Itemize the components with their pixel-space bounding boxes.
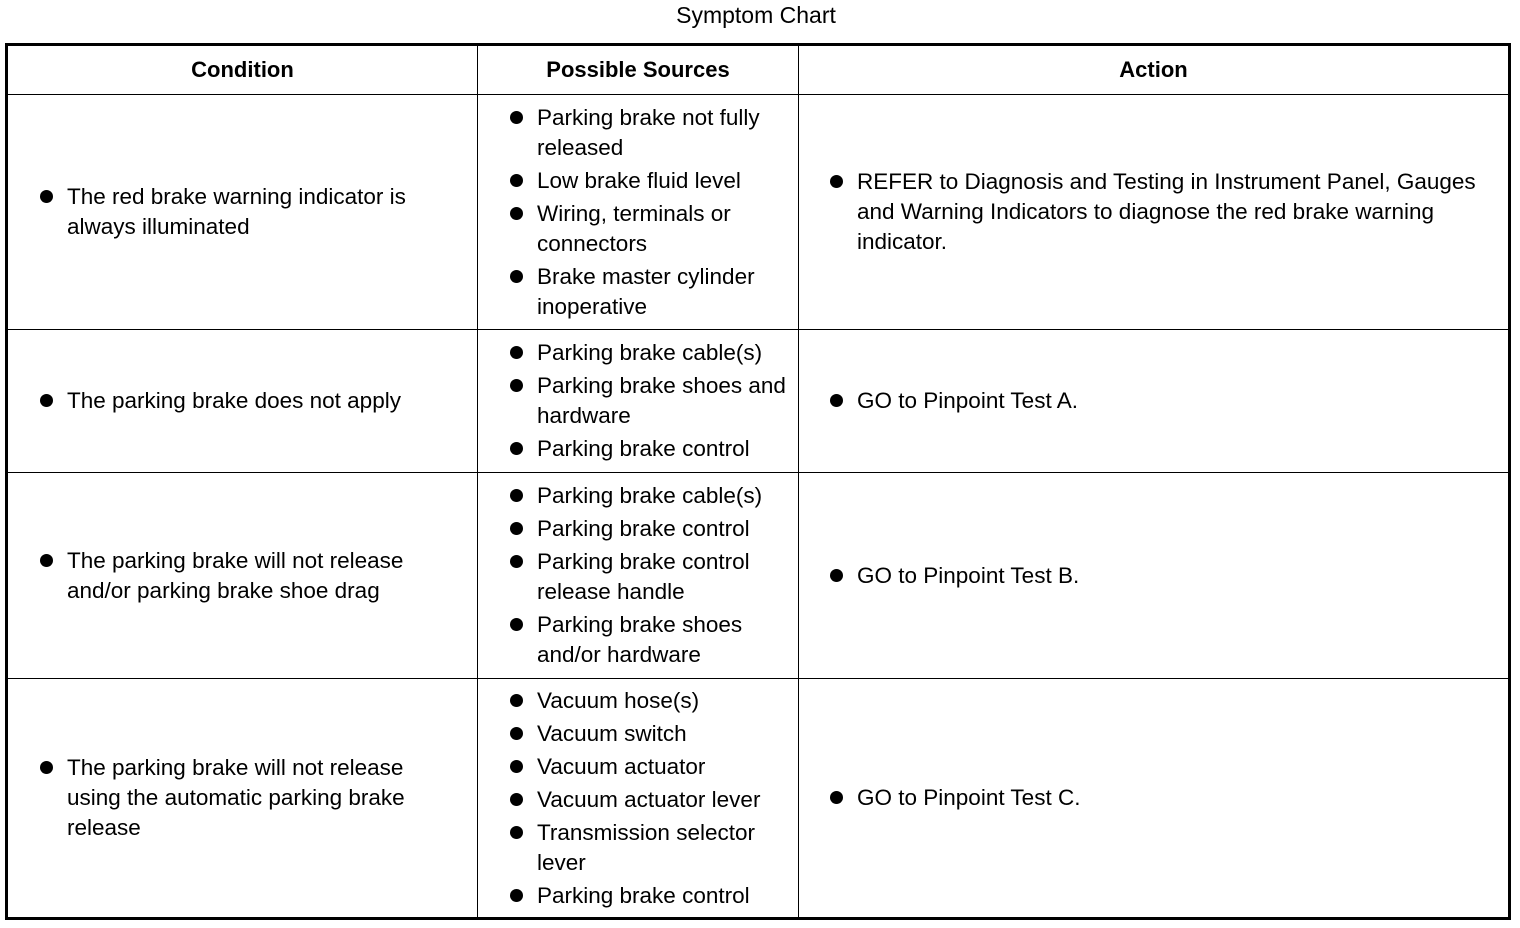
bullet-icon bbox=[510, 618, 523, 631]
list-item bbox=[537, 103, 792, 163]
bullet-icon bbox=[830, 175, 843, 188]
bullet-icon bbox=[510, 174, 523, 187]
source-text: Parking brake control bbox=[537, 516, 750, 541]
source-text: Transmission selector lever bbox=[537, 819, 755, 875]
bullet-icon bbox=[510, 346, 523, 359]
table-row bbox=[7, 95, 1510, 330]
source-text: Parking brake cable(s) bbox=[537, 340, 763, 365]
list-item bbox=[537, 785, 792, 815]
source-text: Brake master cylinder inoperative bbox=[537, 263, 755, 319]
condition-cell bbox=[7, 95, 478, 330]
bullet-icon bbox=[830, 569, 843, 582]
bullet-icon bbox=[510, 522, 523, 535]
bullet-icon bbox=[510, 727, 523, 740]
list-item bbox=[857, 561, 1478, 591]
source-text: Parking brake cable(s) bbox=[537, 483, 763, 508]
action-cell bbox=[799, 473, 1510, 679]
action-text: GO to Pinpoint Test C. bbox=[857, 785, 1081, 810]
action-text: GO to Pinpoint Test B. bbox=[857, 562, 1080, 588]
header-row bbox=[7, 45, 1510, 95]
source-text: Low brake fluid level bbox=[537, 167, 741, 193]
header-action: Action bbox=[799, 45, 1510, 95]
action-cell bbox=[799, 95, 1510, 330]
condition-text: The parking brake does not apply bbox=[67, 388, 401, 413]
list-item bbox=[537, 338, 792, 368]
bullet-icon bbox=[510, 555, 523, 568]
list-item bbox=[857, 386, 1478, 416]
condition-cell bbox=[7, 330, 478, 473]
condition-cell bbox=[7, 473, 478, 679]
table-row bbox=[7, 473, 1510, 679]
header-condition: Condition bbox=[7, 45, 478, 95]
bullet-icon bbox=[40, 394, 53, 407]
source-text: Parking brake shoes and/or hardware bbox=[537, 612, 743, 667]
action-cell bbox=[799, 679, 1510, 919]
list-item bbox=[537, 686, 792, 716]
list-item bbox=[537, 514, 792, 544]
bullet-icon bbox=[510, 489, 523, 502]
source-text: Wiring, terminals or connectors bbox=[537, 200, 731, 256]
sources-cell bbox=[478, 473, 799, 679]
list-item bbox=[857, 783, 1478, 813]
header-possible-sources: Possible Sources bbox=[478, 45, 799, 95]
bullet-icon bbox=[510, 379, 523, 392]
source-text: Vacuum actuator lever bbox=[537, 786, 761, 812]
bullet-icon bbox=[40, 554, 53, 567]
table-row bbox=[7, 330, 1510, 473]
condition-text: The parking brake will not release using the automatic parking brake release bbox=[67, 755, 405, 840]
list-item bbox=[537, 752, 792, 782]
bullet-icon bbox=[510, 826, 523, 839]
list-item bbox=[537, 199, 792, 259]
bullet-icon bbox=[830, 394, 843, 407]
bullet-icon bbox=[510, 270, 523, 283]
condition-text: The parking brake will not release and/or parking brake shoe drag bbox=[67, 547, 404, 603]
bullet-icon bbox=[40, 190, 53, 203]
list-item bbox=[537, 434, 792, 464]
list-item bbox=[537, 166, 792, 196]
source-text: Parking brake shoes and hardware bbox=[537, 373, 786, 428]
bullet-icon bbox=[510, 207, 523, 220]
list-item bbox=[67, 546, 463, 606]
sources-cell bbox=[478, 95, 799, 330]
source-text: Vacuum hose(s) bbox=[537, 687, 700, 713]
action-text: REFER to Diagnosis and Testing in Instrument Panel, Gauges and Warning Indicators to diagnose the red brake warning indicator. bbox=[857, 169, 1476, 254]
list-item bbox=[537, 610, 792, 670]
table-row bbox=[7, 679, 1510, 919]
symptom-chart-table bbox=[5, 43, 1511, 920]
bullet-icon bbox=[830, 791, 843, 804]
source-text: Vacuum actuator bbox=[537, 753, 706, 779]
action-cell bbox=[799, 330, 1510, 473]
source-text: Parking brake control bbox=[537, 882, 750, 908]
list-item bbox=[537, 818, 792, 878]
source-text: Parking brake not fully released bbox=[537, 104, 760, 160]
list-item bbox=[537, 547, 792, 607]
chart-title: Symptom Chart bbox=[676, 2, 836, 28]
bullet-icon bbox=[510, 889, 523, 902]
list-item bbox=[537, 371, 792, 431]
sources-cell bbox=[478, 679, 799, 919]
source-text: Vacuum switch bbox=[537, 720, 687, 746]
list-item bbox=[537, 719, 792, 749]
action-text: GO to Pinpoint Test A. bbox=[857, 388, 1078, 413]
condition-text: The red brake warning indicator is always illuminated bbox=[67, 184, 406, 239]
bullet-icon bbox=[510, 111, 523, 124]
bullet-icon bbox=[40, 761, 53, 774]
list-item bbox=[67, 182, 463, 242]
list-item bbox=[537, 262, 792, 322]
condition-cell bbox=[7, 679, 478, 919]
bullet-icon bbox=[510, 442, 523, 455]
list-item bbox=[67, 386, 463, 416]
source-text: Parking brake control bbox=[537, 436, 750, 461]
bullet-icon bbox=[510, 793, 523, 806]
list-item bbox=[537, 481, 792, 511]
source-text: Parking brake control release handle bbox=[537, 549, 750, 604]
list-item bbox=[67, 753, 463, 843]
bullet-icon bbox=[510, 694, 523, 707]
bullet-icon bbox=[510, 760, 523, 773]
list-item bbox=[537, 881, 792, 911]
list-item bbox=[857, 167, 1478, 257]
sources-cell bbox=[478, 330, 799, 473]
